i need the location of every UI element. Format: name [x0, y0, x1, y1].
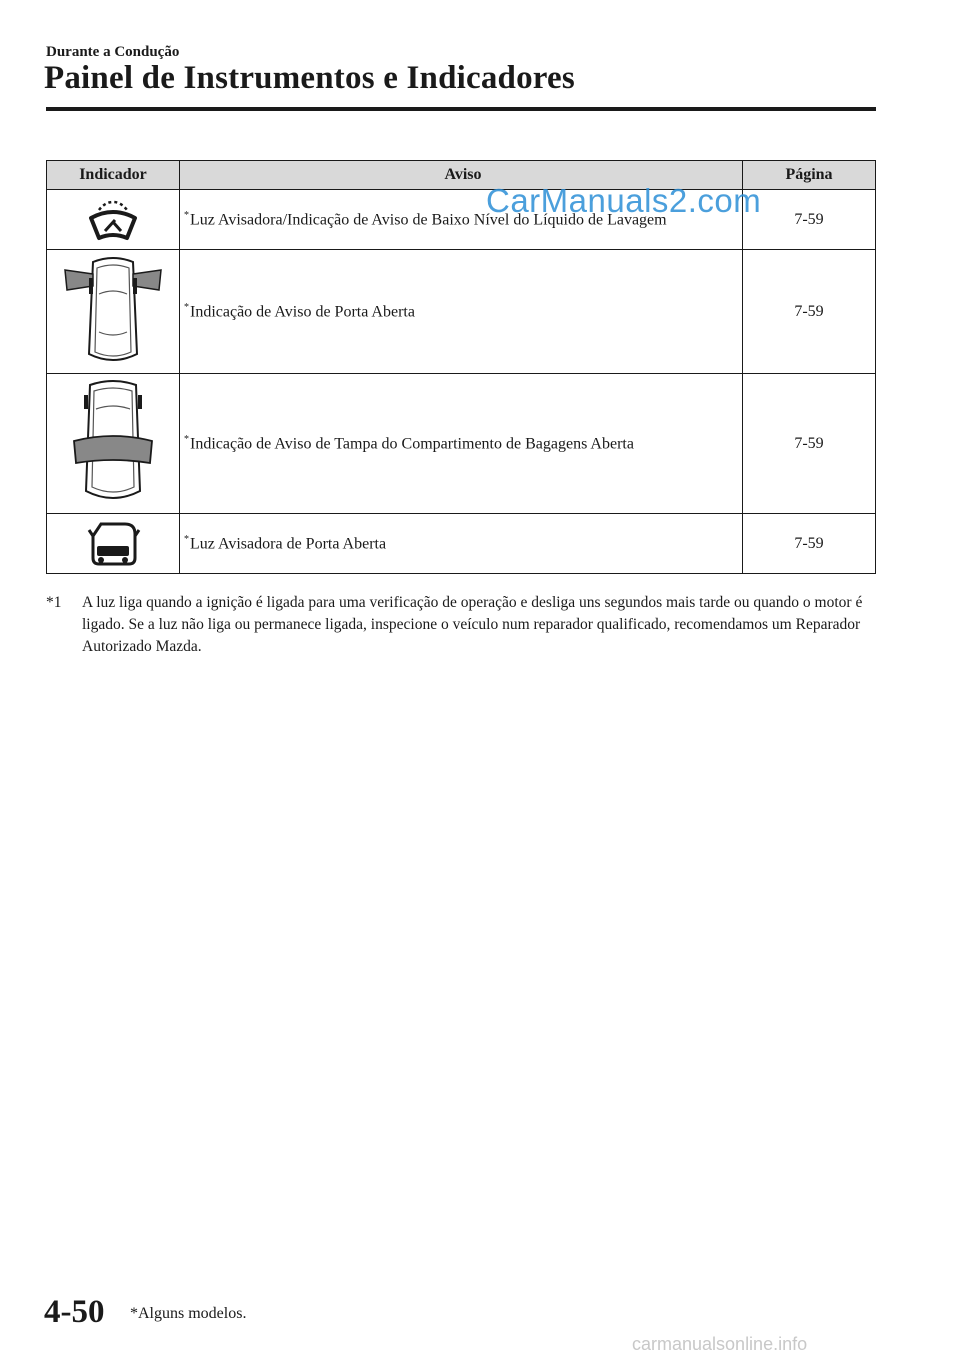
page-number: 4-50 [44, 1294, 105, 1330]
page-ref: 7-59 [743, 514, 876, 574]
indicator-table [46, 160, 876, 574]
page-title: Painel de Instrumentos e Indicadores [44, 60, 575, 96]
asterisk: * [184, 433, 189, 445]
table-row [47, 514, 876, 574]
watermark: CarManuals2.com [486, 182, 762, 219]
footer-watermark: carmanualsonline.info [632, 1334, 808, 1354]
title-rule [46, 107, 876, 111]
header-pagina: Página [743, 161, 876, 190]
table-row [47, 250, 876, 374]
asterisk: * [184, 533, 189, 545]
footnote [46, 592, 876, 658]
washer-fluid-icon [85, 198, 141, 242]
aviso-text: Luz Avisadora/Indicação de Aviso de Baixo Nível do Líquido de Lavagem [190, 211, 667, 229]
aviso-text: Indicação de Aviso de Porta Aberta [190, 303, 415, 321]
header-aviso: Aviso [180, 161, 743, 190]
asterisk: * [184, 209, 189, 221]
door-open-car-icon [53, 254, 173, 370]
table-row [47, 374, 876, 514]
page-ref: 7-59 [743, 250, 876, 374]
footnote-mark: *1 [46, 594, 62, 611]
header-indicador: Indicador [47, 161, 180, 190]
section-label: Durante a Condução [46, 44, 180, 60]
asterisk: * [184, 301, 189, 313]
page-ref: 7-59 [743, 190, 876, 250]
aviso-text: Luz Avisadora de Porta Aberta [190, 535, 387, 553]
liftgate-open-car-icon [58, 379, 168, 509]
door-ajar-icon [85, 520, 141, 568]
aviso-text: Indicação de Aviso de Tampa do Compartimento de Bagagens Aberta [190, 435, 634, 453]
footnote-text: A luz liga quando a ignição é ligada para uma verificação de operação e desliga uns segundos mais tarde ou quando o motor é ligado. Se a luz não liga ou permanece ligada, inspecione o veículo num reparador qualificado, recomendamos um Reparador Autorizado Mazda. [82, 594, 863, 655]
models-note: *Alguns modelos. [130, 1305, 247, 1322]
page-ref: 7-59 [743, 374, 876, 514]
